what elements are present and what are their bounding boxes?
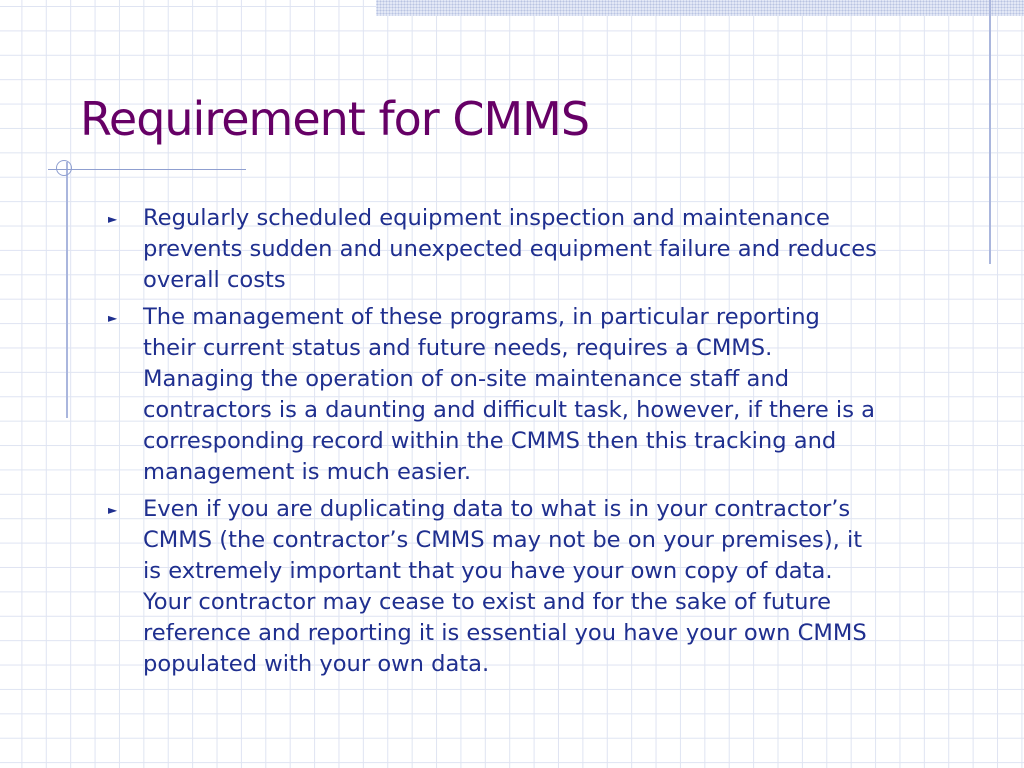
left-vertical-rule [66,162,68,418]
text-line: their current status and future needs, requires a CMMS. [143,335,773,361]
bullet-text [143,494,955,680]
text-line: contractors is a daunting and difficult task, however, if there is a [143,397,875,423]
text-line: Managing the operation of on-site maintenance staff and [143,366,790,392]
text-line: prevents sudden and unexpected equipment failure and reduces [143,236,877,262]
triangle-bullet-icon: ► [108,503,118,517]
right-vertical-rule [989,0,991,264]
circle-ornament-icon [56,160,72,176]
slide-title: Requirement for CMMS [80,92,590,146]
text-line: The management of these programs, in particular reporting [143,304,820,330]
top-dotted-band [376,0,1024,16]
text-line: overall costs [143,267,286,293]
triangle-bullet-icon: ► [108,212,118,226]
text-line: Regularly scheduled equipment inspection and maintenance [143,205,830,231]
triangle-bullet-icon: ► [108,311,118,325]
bullet-item-2 [108,302,968,488]
title-underline-rule [48,169,246,170]
bullet-item-1 [108,203,968,296]
bullet-list [108,203,968,686]
bullet-text [143,302,955,488]
bullet-text [143,203,955,296]
bullet-item-3 [108,494,968,680]
text-line: Even if you are duplicating data to what is in your contractor’s [143,496,851,522]
text-line: management is much easier. [143,459,472,485]
text-line: is extremely important that you have your own copy of data. [143,558,833,584]
text-line: populated with your own data. [143,651,490,677]
text-line: CMMS (the contractor’s CMMS may not be on your premises), it [143,527,863,553]
text-line: Your contractor may cease to exist and for the sake of future [143,589,832,615]
text-line: reference and reporting it is essential you have your own CMMS [143,620,867,646]
text-line: corresponding record within the CMMS then this tracking and [143,428,837,454]
